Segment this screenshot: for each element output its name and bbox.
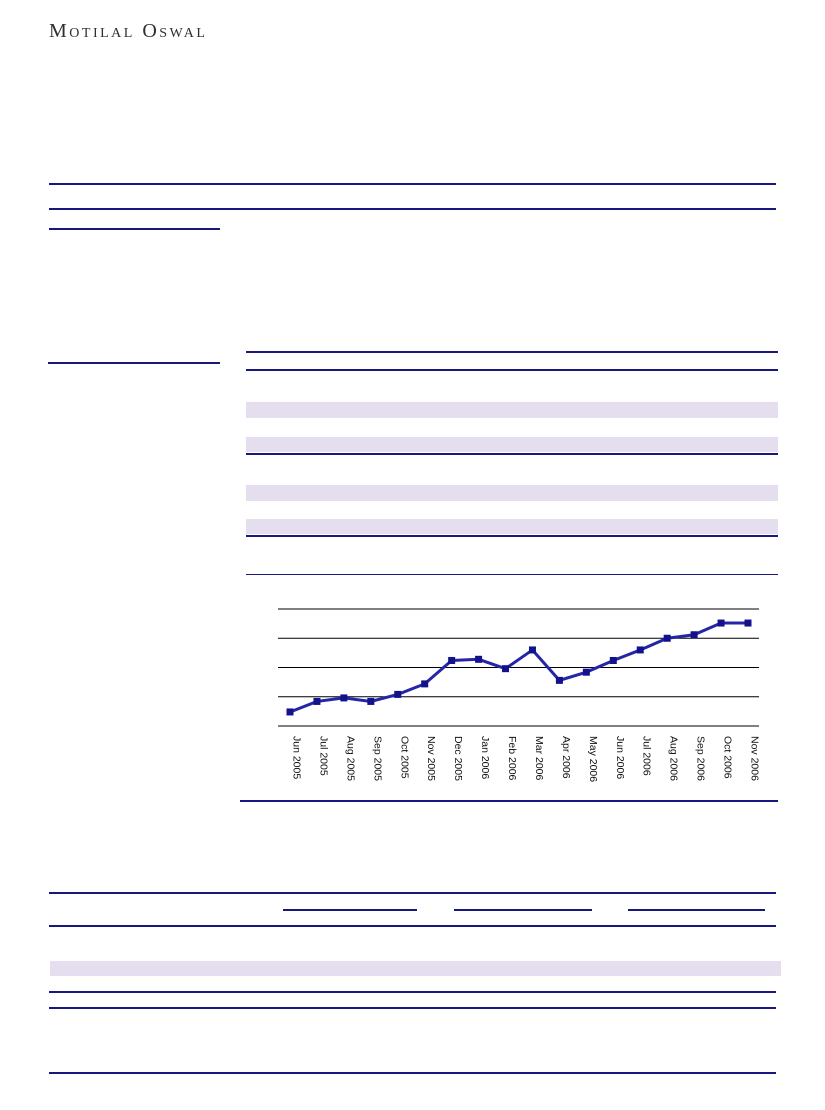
svg-text:Aug 2006: Aug 2006 [667,736,680,781]
svg-text:Feb 2006: Feb 2006 [506,736,519,781]
summary-top-rule [49,892,776,894]
table-row-band [246,485,778,501]
header-rule-top [49,183,776,185]
footer-rule [49,1072,776,1074]
svg-text:Jul 2005: Jul 2005 [317,736,330,776]
table-footnote-rule [246,574,778,575]
svg-text:Jun 2005: Jun 2005 [290,736,303,780]
left-column-underline [48,362,220,364]
summary-header-rule [49,925,776,927]
share-price-chart-canvas [230,590,790,815]
table-row-band [246,402,778,418]
header-section-underline [49,228,220,230]
svg-text:Aug 2005: Aug 2005 [344,736,357,781]
table-mid-rule [246,453,778,455]
table-header-rule [246,369,778,371]
svg-text:Dec 2005: Dec 2005 [452,736,465,781]
svg-text:Jun 2006: Jun 2006 [613,736,626,780]
summary-column-underline-1 [283,909,417,911]
table-row-band [246,437,778,452]
svg-text:Jan 2006: Jan 2006 [479,736,492,780]
svg-text:Sep 2005: Sep 2005 [371,736,384,781]
table-bottom-rule [246,535,778,537]
svg-text:May 2006: May 2006 [586,736,599,783]
svg-text:Mar 2006: Mar 2006 [532,736,545,781]
share-price-chart [230,590,790,815]
svg-text:Jul 2006: Jul 2006 [640,736,653,776]
svg-text:Oct 2005: Oct 2005 [398,736,411,779]
summary-rule-1 [49,991,776,993]
svg-text:Sep 2006: Sep 2006 [694,736,707,781]
svg-text:Oct 2006: Oct 2006 [721,736,734,779]
table-row-band [246,519,778,534]
summary-column-underline-2 [454,909,592,911]
svg-text:Apr 2006: Apr 2006 [559,736,572,779]
summary-row-band [50,961,781,976]
brand-logo: Motilal Oswal [49,20,208,42]
header-rule-bottom [49,208,776,210]
summary-column-underline-3 [628,909,765,911]
svg-text:Nov 2006: Nov 2006 [748,736,761,781]
table-top-rule [246,351,778,353]
svg-text:Nov 2005: Nov 2005 [425,736,438,781]
summary-rule-2 [49,1007,776,1009]
chart-bottom-rule [240,800,778,802]
